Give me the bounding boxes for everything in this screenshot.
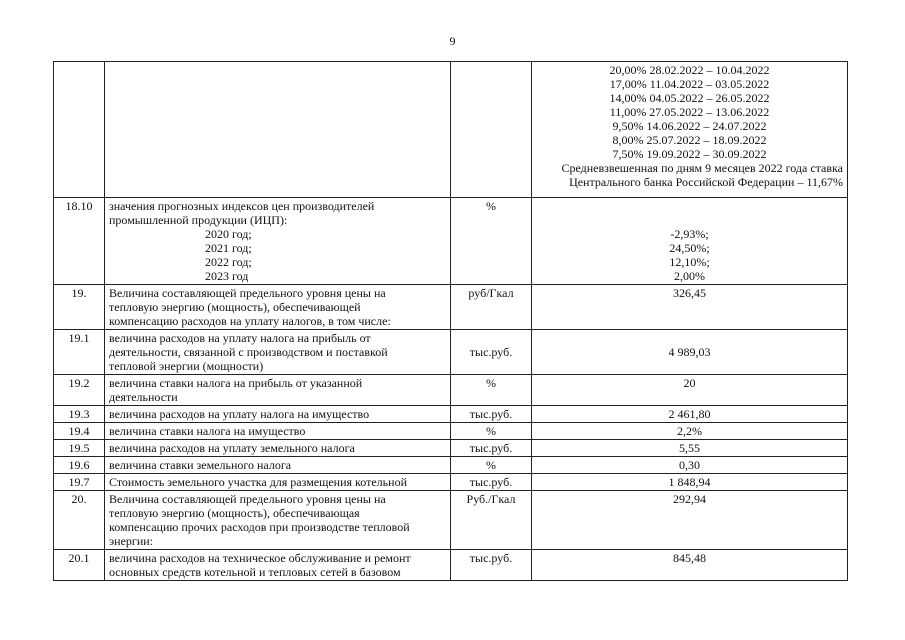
table-row	[54, 375, 848, 406]
year-label: 2023 год	[205, 269, 249, 283]
row-number: 18.10	[54, 198, 105, 285]
year-label: 2021 год;	[205, 241, 252, 255]
description-line: промышленной продукции (ИЦП):	[109, 213, 288, 227]
row-description: величина ставки земельного налога	[105, 457, 451, 474]
description-line: основных средств котельной и тепловых сетей в базовом	[109, 565, 401, 579]
description-line: Величина составляющей предельного уровня цены на	[109, 492, 386, 506]
row-unit: тыс.руб.	[451, 550, 532, 581]
table-row	[54, 198, 848, 285]
weighted-rate-line: Центрального банка Российской Федерации – 11,67%	[569, 175, 843, 189]
row-unit: тыс.руб.	[451, 474, 532, 491]
row-value: 5,55	[532, 440, 848, 457]
row-description	[105, 330, 451, 375]
row-value	[532, 198, 848, 285]
description-line: деятельности, связанной с производством и поставкой	[109, 345, 388, 359]
row-description: Стоимость земельного участка для размещения котельной	[105, 474, 451, 491]
year-label: 2022 год;	[205, 255, 252, 269]
value-text: 4 989,03	[668, 345, 711, 359]
rate-line: 20,00% 28.02.2022 – 10.04.2022	[609, 63, 770, 77]
rate-line: 11,00% 27.05.2022 – 13.06.2022	[609, 105, 770, 119]
row-value: 292,94	[532, 491, 848, 550]
table-row	[54, 550, 848, 581]
row-number: 19.1	[54, 330, 105, 375]
row-unit: тыс.руб.	[451, 406, 532, 423]
rate-line: 14,00% 04.05.2022 – 26.05.2022	[609, 91, 770, 105]
rate-line: 17,00% 11.04.2022 – 03.05.2022	[609, 77, 770, 91]
description-line: энергии:	[109, 534, 153, 548]
table-row	[54, 440, 848, 457]
row-description: величина расходов на уплату земельного налога	[105, 440, 451, 457]
row-description	[105, 198, 451, 285]
page-number: 9	[449, 34, 456, 48]
row-number: 20.	[54, 491, 105, 550]
row-value: 326,45	[532, 285, 848, 330]
row-value: 845,48	[532, 550, 848, 581]
row-description: величина расходов на уплату налога на имущество	[105, 406, 451, 423]
description-line: тепловой энергии (мощности)	[109, 359, 264, 373]
row-description: величина ставки налога на имущество	[105, 423, 451, 440]
tariff-table	[53, 61, 848, 581]
description-line: значения прогнозных индексов цен производителей	[109, 199, 375, 213]
row-unit: %	[451, 198, 532, 285]
row-value: 20	[532, 375, 848, 406]
row-number-cell	[54, 62, 105, 198]
row-description	[105, 375, 451, 406]
index-value: 2,00%	[674, 269, 705, 283]
table-row	[54, 62, 848, 198]
weighted-rate-line: Средневзвешенная по дням 9 месяцев 2022 года ставка	[561, 161, 843, 175]
table-row	[54, 285, 848, 330]
index-value: 12,10%;	[669, 255, 710, 269]
row-value: 1 848,94	[532, 474, 848, 491]
rate-line: 7,50% 19.09.2022 – 30.09.2022	[612, 147, 767, 161]
unit-cell	[451, 62, 532, 198]
description-line: деятельности	[109, 390, 178, 404]
row-value: 2 461,80	[532, 406, 848, 423]
table-row	[54, 457, 848, 474]
row-number: 19.5	[54, 440, 105, 457]
row-description	[105, 285, 451, 330]
year-label: 2020 год;	[205, 227, 252, 241]
rate-line: 9,50% 14.06.2022 – 24.07.2022	[612, 119, 767, 133]
row-number: 19.6	[54, 457, 105, 474]
description-line: тепловую энергию (мощность), обеспечивающая	[109, 506, 360, 520]
description-line: Величина составляющей предельного уровня цены на	[109, 286, 386, 300]
row-number: 19.3	[54, 406, 105, 423]
table-row	[54, 330, 848, 375]
table-row	[54, 491, 848, 550]
table-row	[54, 406, 848, 423]
row-description	[105, 491, 451, 550]
index-value: -2,93%;	[670, 227, 709, 241]
row-unit: тыс.руб.	[451, 440, 532, 457]
index-value: 24,50%;	[669, 241, 710, 255]
row-unit: %	[451, 423, 532, 440]
row-number: 19.	[54, 285, 105, 330]
description-cell	[105, 62, 451, 198]
row-value: 2,2%	[532, 423, 848, 440]
description-line: величина расходов на техническое обслуживание и ремонт	[109, 551, 411, 565]
row-unit: Руб./Гкал	[451, 491, 532, 550]
row-number: 19.2	[54, 375, 105, 406]
row-description	[105, 550, 451, 581]
rate-line: 8,00% 25.07.2022 – 18.09.2022	[612, 133, 767, 147]
row-unit: %	[451, 457, 532, 474]
row-unit: %	[451, 375, 532, 406]
description-line: компенсацию расходов на уплату налогов, в том числе:	[109, 314, 391, 328]
row-number: 19.7	[54, 474, 105, 491]
description-line: компенсацию прочих расходов при производстве тепловой	[109, 520, 410, 534]
description-line: тепловую энергию (мощность), обеспечивающей	[109, 300, 361, 314]
table-row	[54, 474, 848, 491]
row-value	[532, 330, 848, 375]
row-number: 20.1	[54, 550, 105, 581]
table-row	[54, 423, 848, 440]
row-unit: руб/Гкал	[451, 285, 532, 330]
row-number: 19.4	[54, 423, 105, 440]
unit-text: тыс.руб.	[469, 345, 513, 359]
rate-schedule-cell	[532, 62, 848, 198]
description-line: величина ставки налога на прибыль от указанной	[109, 376, 363, 390]
description-line: величина расходов на уплату налога на прибыль от	[109, 331, 371, 345]
row-value: 0,30	[532, 457, 848, 474]
row-unit	[451, 330, 532, 375]
